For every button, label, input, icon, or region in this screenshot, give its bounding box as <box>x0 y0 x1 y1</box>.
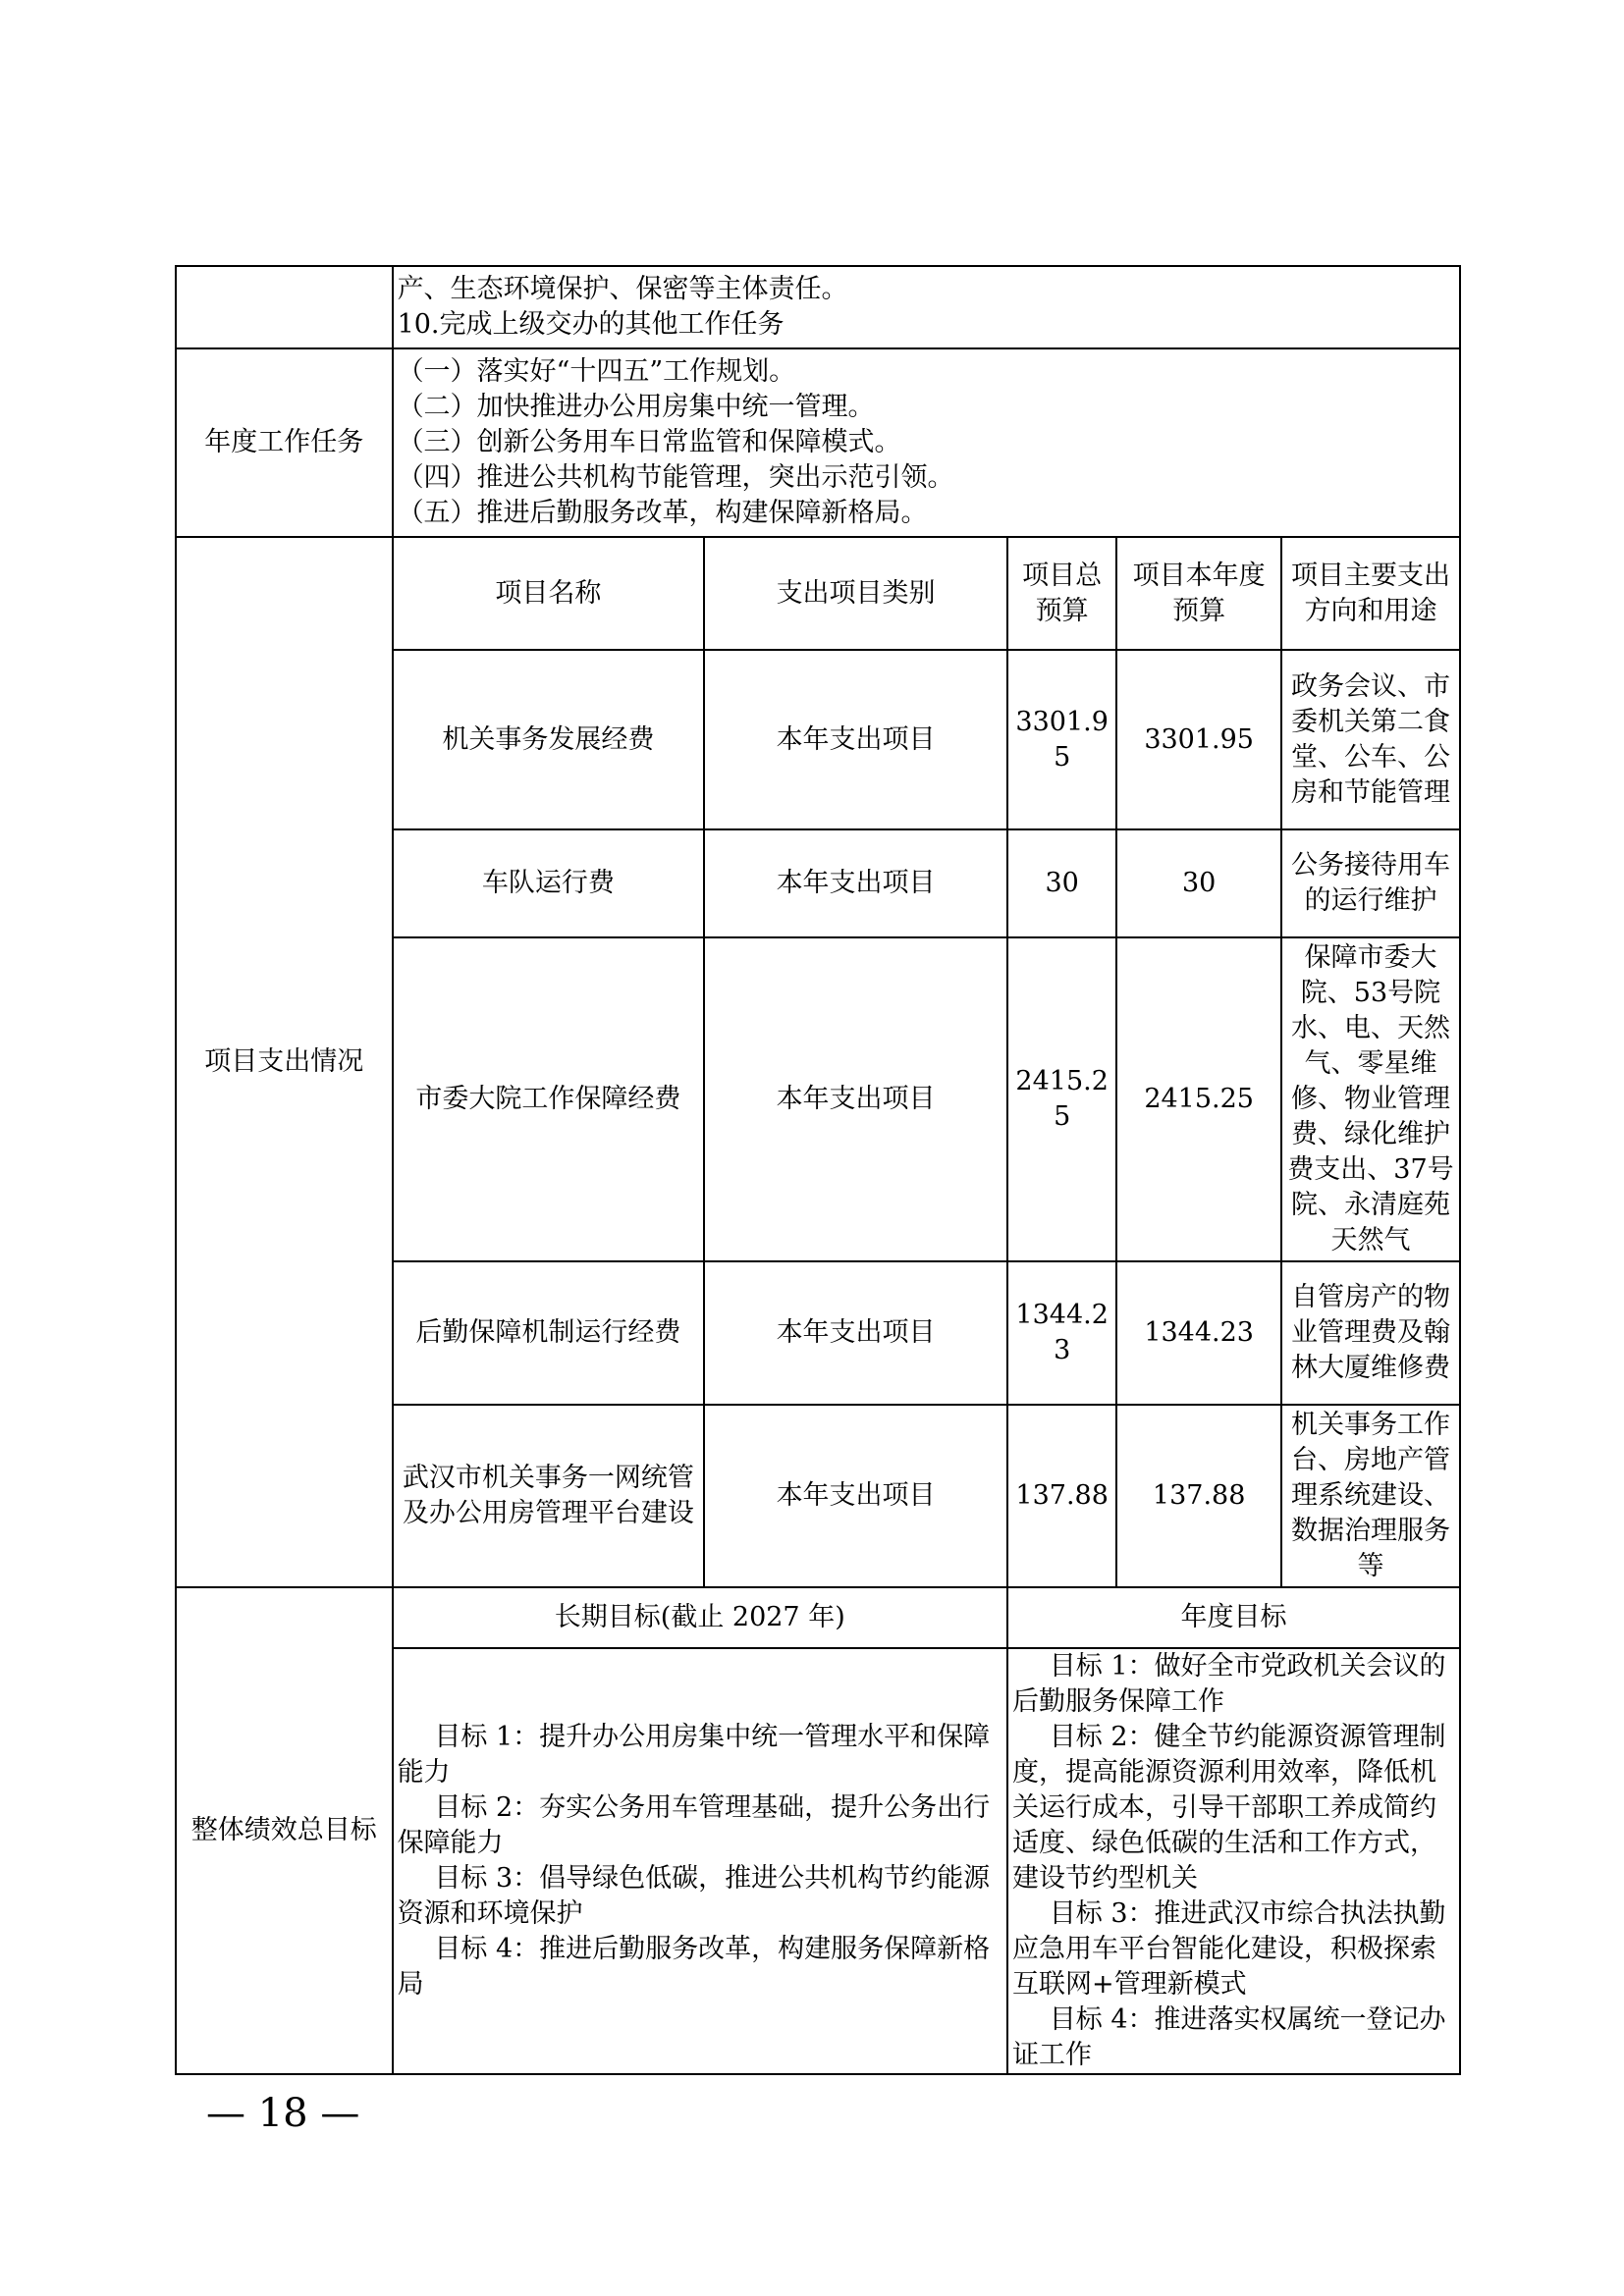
project-category: 本年支出项目 <box>704 650 1007 829</box>
annual-tasks-row <box>176 348 1460 537</box>
project-header-row <box>176 537 1460 650</box>
long-term-goal: 目标 3：倡导绿色低碳，推进公共机构节约能源资源和环境保护 <box>397 1863 991 1929</box>
project-name: 市委大院工作保障经费 <box>393 937 705 1261</box>
long-term-goal: 目标 1：提升办公用房集中统一管理水平和保障能力 <box>397 1722 991 1788</box>
project-name: 机关事务发展经费 <box>393 650 705 829</box>
project-total: 2415.25 <box>1007 937 1116 1261</box>
task-item: （五）推进后勤服务改革，构建保障新格局。 <box>397 498 928 528</box>
project-purpose: 机关事务工作台、房地产管理系统建设、数据治理服务等 <box>1281 1405 1460 1587</box>
document-table <box>175 265 1461 2075</box>
duty-line: 产、生态环境保护、保密等主体责任。 <box>397 274 848 304</box>
project-annual: 3301.95 <box>1116 650 1281 829</box>
project-category: 本年支出项目 <box>704 937 1007 1261</box>
header-project-name: 项目名称 <box>393 537 705 650</box>
annual-goal: 目标 1：做好全市党政机关会议的后勤服务保障工作 <box>1011 1651 1446 1717</box>
project-category: 本年支出项目 <box>704 829 1007 937</box>
project-name: 车队运行费 <box>393 829 705 937</box>
header-purpose: 项目主要支出方向和用途 <box>1281 537 1460 650</box>
duty-text-cell <box>393 266 1460 348</box>
annual-tasks-label: 年度工作任务 <box>176 348 393 537</box>
task-item: （一）落实好“十四五”工作规划。 <box>397 356 796 387</box>
long-term-header: 长期目标(截止 2027 年) <box>393 1587 1007 1648</box>
project-annual: 137.88 <box>1116 1405 1281 1587</box>
task-item: （三）创新公务用车日常监管和保障模式。 <box>397 427 901 457</box>
header-annual-budget: 项目本年度预算 <box>1116 537 1281 650</box>
project-annual: 2415.25 <box>1116 937 1281 1261</box>
duty-line: 10.完成上级交办的其他工作任务 <box>397 309 785 340</box>
projects-label: 项目支出情况 <box>176 537 393 1587</box>
task-item: （二）加快推进办公用房集中统一管理。 <box>397 392 875 422</box>
project-category: 本年支出项目 <box>704 1261 1007 1405</box>
project-name: 武汉市机关事务一网统管及办公用房管理平台建设 <box>393 1405 705 1587</box>
header-total-budget: 项目总预算 <box>1007 537 1116 650</box>
project-purpose: 自管房产的物业管理费及翰林大厦维修费 <box>1281 1261 1460 1405</box>
page-number: — 18 — <box>206 2091 360 2136</box>
task-item: （四）推进公共机构节能管理，突出示范引领。 <box>397 462 954 493</box>
long-term-goal: 目标 4：推进后勤服务改革，构建服务保障新格局 <box>397 1934 991 2000</box>
long-term-goal: 目标 2：夯实公务用车管理基础，提升公务出行保障能力 <box>397 1792 991 1858</box>
project-total: 137.88 <box>1007 1405 1116 1587</box>
goals-header-row <box>176 1587 1460 1648</box>
project-total: 1344.23 <box>1007 1261 1116 1405</box>
project-annual: 1344.23 <box>1116 1261 1281 1405</box>
project-category: 本年支出项目 <box>704 1405 1007 1587</box>
goals-label: 整体绩效总目标 <box>176 1587 393 2074</box>
project-name: 后勤保障机制运行经费 <box>393 1261 705 1405</box>
long-term-goals-cell <box>393 1648 1007 2074</box>
annual-goal: 目标 3：推进武汉市综合执法执勤应急用车平台智能化建设，积极探索互联网+管理新模式 <box>1011 1898 1446 2000</box>
duty-label-cell <box>176 266 393 348</box>
annual-goals-cell <box>1007 1648 1460 2074</box>
project-purpose: 公务接待用车的运行维护 <box>1281 829 1460 937</box>
project-purpose: 政务会议、市委机关第二食堂、公车、公房和节能管理 <box>1281 650 1460 829</box>
header-category: 支出项目类别 <box>704 537 1007 650</box>
annual-goal: 目标 4：推进落实权属统一登记办证工作 <box>1011 2004 1446 2070</box>
project-annual: 30 <box>1116 829 1281 937</box>
annual-goal: 目标 2：健全节约能源资源管理制度，提高能源资源利用效率，降低机关运行成本，引导干部职工养成简约适度、绿色低碳的生活和工作方式，建设节约型机关 <box>1011 1722 1446 1894</box>
project-purpose: 保障市委大院、53号院水、电、天然气、零星维修、物业管理费、绿化维护费支出、37号院、永清庭苑天然气 <box>1281 937 1460 1261</box>
project-total: 30 <box>1007 829 1116 937</box>
duty-continuation-row <box>176 266 1460 348</box>
annual-goals-header: 年度目标 <box>1007 1587 1460 1648</box>
project-total: 3301.95 <box>1007 650 1116 829</box>
annual-tasks-list <box>393 348 1460 537</box>
